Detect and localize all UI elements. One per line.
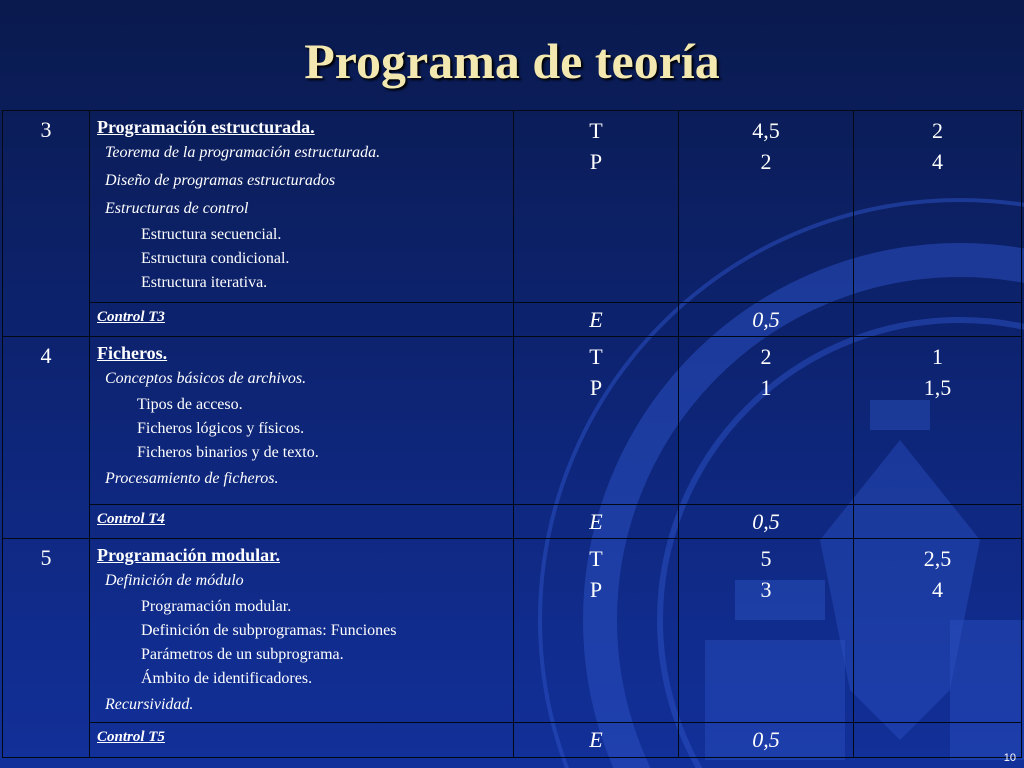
weeks-value: 4 [932,149,943,174]
subtopic-item: Estructura secuencial. [141,226,282,243]
subtopic-item: Programación modular. [141,598,292,615]
section-number: 4 [3,337,90,539]
program-table [2,110,1022,758]
subtopic-item: Definición de subprogramas: Funciones [141,622,397,639]
type-value: P [589,375,603,400]
hours-cell [679,337,854,505]
empty-cell [854,505,1022,539]
empty-cell [854,723,1022,758]
subtopic-item: Estructura iterativa. [141,274,268,291]
weeks-cell [854,111,1022,303]
section-content [90,111,514,303]
page-title: Programa de teoría [304,33,720,89]
topic-item: Procesamiento de ficheros. [105,470,279,487]
weeks-value: 1,5 [923,375,952,400]
weeks-value: 2,5 [923,546,952,571]
weeks-value: 2 [932,118,943,143]
control-cell [90,303,514,337]
table-row [3,539,1022,723]
hours-value: 2 [760,344,772,369]
page-number: 10 [1003,752,1016,764]
subtopic-item: Parámetros de un subprograma. [141,646,344,663]
type-cell [514,111,679,303]
section-title: Ficheros. [97,343,168,363]
type-value: P [589,577,603,602]
type-value: T [589,118,603,143]
control-label: Control T5 [97,729,165,745]
section-content [90,539,514,723]
section-number: 3 [3,111,90,337]
control-type: E [514,723,679,758]
control-type: E [514,505,679,539]
hours-value: 3 [760,577,772,602]
subtopic-item: Ámbito de identificadores. [141,670,313,687]
weeks-value: 1 [932,344,943,369]
table-row [3,337,1022,505]
section-title: Programación estructurada. [97,117,315,137]
topic-item: Teorema de la programación estructurada. [105,144,381,161]
control-cell [90,723,514,758]
table-row [3,723,1022,758]
topic-item: Estructuras de control [105,200,249,217]
subtopic-item: Ficheros binarios y de texto. [137,444,319,461]
hours-cell [679,111,854,303]
subtopic-item: Ficheros lógicos y físicos. [137,420,305,437]
topic-item: Definición de módulo [105,572,244,589]
type-value: T [589,546,603,571]
section-number: 5 [3,539,90,758]
control-label: Control T3 [97,309,165,325]
topic-item: Diseño de programas estructurados [105,172,336,189]
table-row [3,303,1022,337]
weeks-cell [854,539,1022,723]
control-cell [90,505,514,539]
section-content [90,337,514,505]
empty-cell [854,303,1022,337]
hours-value: 5 [760,546,772,571]
type-value: T [589,344,603,369]
control-value: 0,5 [679,723,854,758]
topic-item: Recursividad. [105,696,194,713]
table-row [3,505,1022,539]
control-value: 0,5 [679,303,854,337]
hours-value: 2 [760,149,772,174]
subtopic-item: Tipos de acceso. [137,396,243,413]
hours-cell [679,539,854,723]
table-row [3,111,1022,303]
control-value: 0,5 [679,505,854,539]
type-cell [514,539,679,723]
type-value: P [589,149,603,174]
topic-item: Conceptos básicos de archivos. [105,370,307,387]
subtopic-item: Estructura condicional. [141,250,290,267]
weeks-value: 4 [932,577,943,602]
type-cell [514,337,679,505]
hours-value: 1 [760,375,772,400]
hours-value: 4,5 [752,118,780,143]
section-title: Programación modular. [97,545,280,565]
weeks-cell [854,337,1022,505]
control-type: E [514,303,679,337]
control-label: Control T4 [97,511,165,527]
